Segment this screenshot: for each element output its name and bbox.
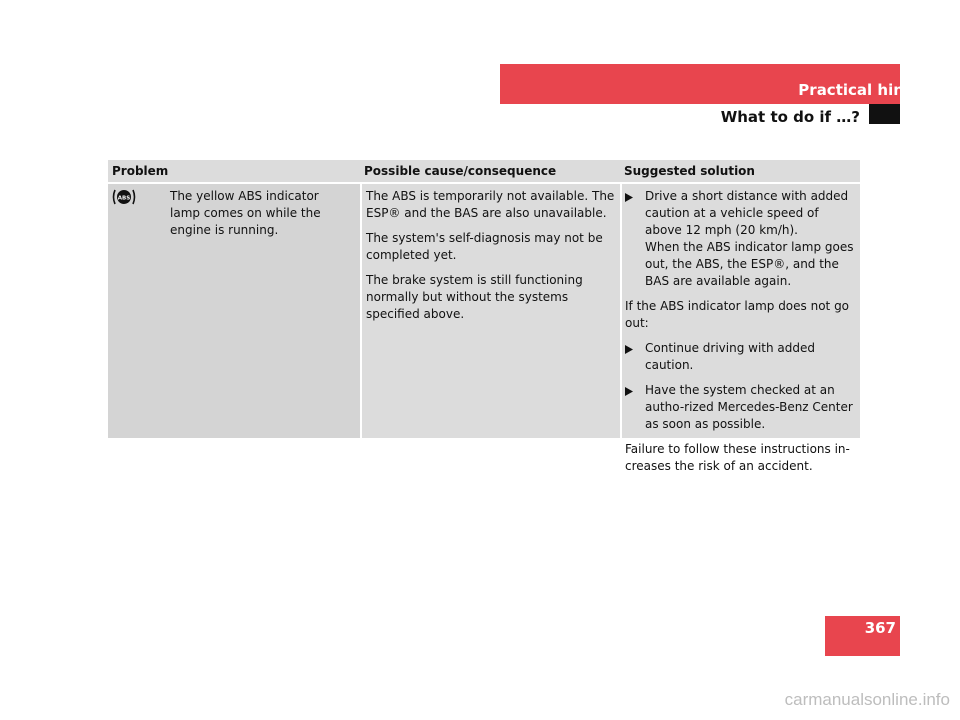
abs-warning-icon bbox=[112, 188, 136, 206]
solution-step bbox=[625, 188, 858, 290]
cause-paragraph: The brake system is still functioning normally but without the systems specified above. bbox=[366, 273, 583, 321]
problem-description: The yellow ABS indicator lamp comes on while the engine is running. bbox=[170, 189, 321, 237]
page-number-box bbox=[825, 616, 900, 656]
table-row bbox=[108, 184, 860, 473]
watermark: carmanualsonline.info bbox=[784, 690, 950, 709]
page-subtitle: What to do if …? bbox=[720, 108, 860, 126]
solution-step-instruction: Drive a short distance with added caution at a vehicle speed of above 12 mph (20 km/h). bbox=[645, 189, 849, 237]
triangle-bullet-icon bbox=[625, 382, 645, 433]
solution-step-text bbox=[645, 188, 858, 290]
solution-step-text: Continue driving with added caution. bbox=[645, 341, 815, 372]
solution-cell bbox=[622, 184, 860, 473]
troubleshooting-table bbox=[108, 160, 860, 473]
table-header bbox=[108, 160, 860, 182]
solution-step-text: Have the system checked at an autho-rized Mercedes-Benz Center as soon as possible. bbox=[645, 383, 853, 431]
column-header-problem: Problem bbox=[112, 164, 169, 178]
solution-step-result: When the ABS indicator lamp goes out, the ABS, the ESP®, and the BAS are available again. bbox=[645, 240, 854, 288]
section-title: Practical hints bbox=[798, 81, 920, 99]
triangle-bullet-icon bbox=[625, 188, 645, 290]
cause-paragraph: The ABS is temporarily not available. The ESP® and the BAS are also unavailable. bbox=[366, 189, 615, 220]
solution-step bbox=[625, 340, 858, 374]
header-marker-block bbox=[869, 104, 900, 124]
page-number: 367 bbox=[864, 619, 896, 637]
problem-cell bbox=[108, 184, 360, 438]
column-header-solution: Suggested solution bbox=[624, 164, 755, 178]
cause-paragraph: The system's self-diagnosis may not be completed yet. bbox=[366, 231, 603, 262]
solution-condition: If the ABS indicator lamp does not go out: bbox=[625, 299, 850, 330]
cause-cell bbox=[362, 184, 620, 438]
solution-warning: Failure to follow these instructions in-creases the risk of an accident. bbox=[625, 442, 850, 473]
solution-step bbox=[625, 382, 858, 433]
problem-icon-column bbox=[108, 188, 170, 438]
triangle-bullet-icon bbox=[625, 340, 645, 374]
column-header-cause: Possible cause/consequence bbox=[364, 164, 557, 178]
svg-text:ABS: ABS bbox=[117, 195, 131, 202]
